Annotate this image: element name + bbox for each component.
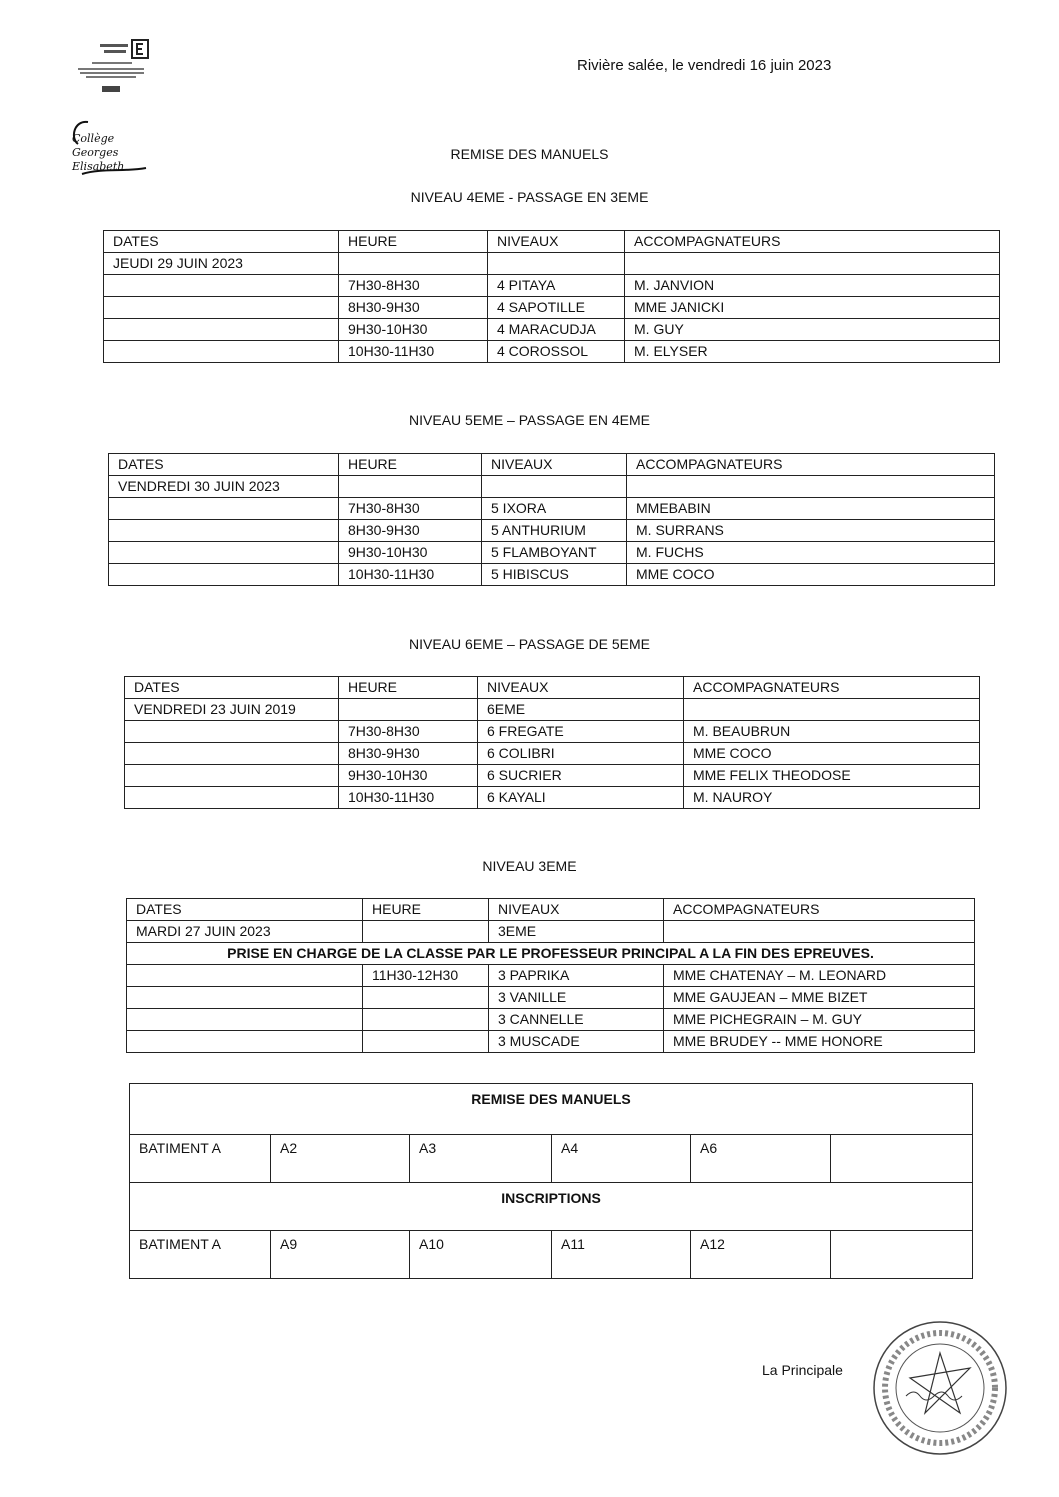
table-row (127, 1009, 975, 1031)
level-cell: NIVEAUX (478, 677, 684, 699)
date-cell (127, 965, 363, 987)
date-cell: DATES (104, 231, 339, 253)
staff-cell: M. SURRANS (627, 520, 995, 542)
header-row (127, 899, 975, 921)
time-cell: 10H30-11H30 (339, 564, 482, 586)
staff-cell: MME CHATENAY – M. LEONARD (664, 965, 975, 987)
table-4eme (103, 230, 1000, 363)
room-cell: A10 (410, 1231, 552, 1279)
level-cell: NIVEAUX (482, 454, 627, 476)
time-cell: 9H30-10H30 (339, 765, 478, 787)
date-cell (127, 987, 363, 1009)
date-cell (127, 1031, 363, 1053)
date-cell (104, 297, 339, 319)
date-row (125, 699, 980, 721)
table-row (125, 721, 980, 743)
room-cell: A2 (271, 1135, 410, 1183)
table-row (127, 987, 975, 1009)
date-cell (104, 275, 339, 297)
staff-cell: ACCOMPAGNATEURS (627, 454, 995, 476)
staff-cell (684, 699, 980, 721)
staff-cell: M. BEAUBRUN (684, 721, 980, 743)
note-row (127, 943, 975, 965)
room-cell (831, 1231, 973, 1279)
level-cell: 3 PAPRIKA (489, 965, 664, 987)
table-row (125, 787, 980, 809)
level-cell: 4 COROSSOL (488, 341, 625, 363)
table-6eme (124, 676, 980, 809)
table-row (125, 743, 980, 765)
table-row (104, 319, 1000, 341)
staff-cell: MME PICHEGRAIN – M. GUY (664, 1009, 975, 1031)
academie-logo (72, 38, 162, 100)
time-cell: HEURE (339, 454, 482, 476)
table-row (104, 297, 1000, 319)
level-cell: 4 SAPOTILLE (488, 297, 625, 319)
building-cell: BATIMENT A (130, 1231, 271, 1279)
staff-cell: MME GAUJEAN – MME BIZET (664, 987, 975, 1009)
staff-cell: M. NAUROY (684, 787, 980, 809)
time-cell: 8H30-9H30 (339, 297, 488, 319)
level-cell (488, 253, 625, 275)
header-row (104, 231, 1000, 253)
section-title-5eme: NIVEAU 5EME – PASSAGE EN 4EME (409, 412, 650, 428)
level-cell: 5 FLAMBOYANT (482, 542, 627, 564)
time-cell: HEURE (363, 899, 489, 921)
time-cell: 11H30-12H30 (363, 965, 489, 987)
table-row (109, 542, 995, 564)
staff-cell: ACCOMPAGNATEURS (664, 899, 975, 921)
level-cell: 6 KAYALI (478, 787, 684, 809)
note-text: PRISE EN CHARGE DE LA CLASSE PAR LE PROFESSEUR PRINCIPAL A LA FIN DES EPREUVES. (127, 943, 975, 965)
time-cell: HEURE (339, 231, 488, 253)
level-cell (482, 476, 627, 498)
staff-cell: MMEBABIN (627, 498, 995, 520)
inscriptions-row (130, 1231, 973, 1279)
date-row (127, 921, 975, 943)
remise-row (130, 1135, 973, 1183)
time-cell: 10H30-11H30 (339, 341, 488, 363)
staff-cell (625, 253, 1000, 275)
signature-label: La Principale (762, 1362, 843, 1378)
staff-cell: MME FELIX THEODOSE (684, 765, 980, 787)
level-cell: 6 SUCRIER (478, 765, 684, 787)
room-cell: A11 (552, 1231, 691, 1279)
table-row (109, 564, 995, 586)
time-cell: HEURE (339, 677, 478, 699)
building-cell: BATIMENT A (130, 1135, 271, 1183)
staff-cell: MME BRUDEY -- MME HONORE (664, 1031, 975, 1053)
staff-cell: ACCOMPAGNATEURS (684, 677, 980, 699)
staff-cell: MME JANICKI (625, 297, 1000, 319)
date-cell: DATES (109, 454, 339, 476)
table-row (104, 341, 1000, 363)
room-cell (831, 1135, 973, 1183)
table-row (127, 1031, 975, 1053)
table-row (125, 765, 980, 787)
table-3eme (126, 898, 975, 1053)
time-cell: 7H30-8H30 (339, 498, 482, 520)
room-cell: A9 (271, 1231, 410, 1279)
table-row (109, 498, 995, 520)
header-row (125, 677, 980, 699)
date-cell (125, 743, 339, 765)
time-cell (363, 987, 489, 1009)
table-row (104, 275, 1000, 297)
staff-cell: M. GUY (625, 319, 1000, 341)
rooms-table (129, 1083, 973, 1279)
time-cell (363, 921, 489, 943)
room-cell: A3 (410, 1135, 552, 1183)
staff-cell: ACCOMPAGNATEURS (625, 231, 1000, 253)
date-cell (125, 787, 339, 809)
staff-cell: M. ELYSER (625, 341, 1000, 363)
level-cell: 6 COLIBRI (478, 743, 684, 765)
time-cell (339, 699, 478, 721)
level-cell: 6 FREGATE (478, 721, 684, 743)
staff-cell (664, 921, 975, 943)
level-cell: 6EME (478, 699, 684, 721)
time-cell: 10H30-11H30 (339, 787, 478, 809)
time-cell: 8H30-9H30 (339, 743, 478, 765)
school-stamp (870, 1318, 1010, 1458)
date-cell (109, 498, 339, 520)
staff-cell: MME COCO (684, 743, 980, 765)
date-cell (109, 542, 339, 564)
date-cell (127, 1009, 363, 1031)
staff-cell: MME COCO (627, 564, 995, 586)
date-cell: JEUDI 29 JUIN 2023 (104, 253, 339, 275)
date-cell: VENDREDI 30 JUIN 2023 (109, 476, 339, 498)
main-title: REMISE DES MANUELS (450, 146, 609, 162)
time-cell: 8H30-9H30 (339, 520, 482, 542)
level-cell: 3 VANILLE (489, 987, 664, 1009)
room-cell: A6 (691, 1135, 831, 1183)
date-row (109, 476, 995, 498)
level-cell: 3 CANNELLE (489, 1009, 664, 1031)
staff-cell: M. JANVION (625, 275, 1000, 297)
remise-title: REMISE DES MANUELS (130, 1084, 973, 1135)
date-cell (104, 319, 339, 341)
date-cell (109, 564, 339, 586)
time-cell: 9H30-10H30 (339, 542, 482, 564)
date-cell (104, 341, 339, 363)
level-cell: NIVEAUX (489, 899, 664, 921)
time-cell (363, 1009, 489, 1031)
date-cell: DATES (125, 677, 339, 699)
staff-cell: M. FUCHS (627, 542, 995, 564)
section-title-3eme: NIVEAU 3EME (482, 858, 577, 874)
date-cell (125, 765, 339, 787)
date-cell (125, 721, 339, 743)
school-logo-text: Collège Georges Elisabeth (72, 132, 125, 173)
staff-cell (627, 476, 995, 498)
section-title-6eme: NIVEAU 6EME – PASSAGE DE 5EME (409, 636, 650, 652)
date-cell: VENDREDI 23 JUIN 2019 (125, 699, 339, 721)
table-row (127, 965, 975, 987)
level-cell: 5 ANTHURIUM (482, 520, 627, 542)
time-cell: 9H30-10H30 (339, 319, 488, 341)
level-cell: 3EME (489, 921, 664, 943)
level-cell: NIVEAUX (488, 231, 625, 253)
time-cell (363, 1031, 489, 1053)
level-cell: 4 MARACUDJA (488, 319, 625, 341)
time-cell: 7H30-8H30 (339, 275, 488, 297)
level-cell: 4 PITAYA (488, 275, 625, 297)
date-row (104, 253, 1000, 275)
table-row (109, 520, 995, 542)
level-cell: 5 HIBISCUS (482, 564, 627, 586)
level-cell: 3 MUSCADE (489, 1031, 664, 1053)
inscriptions-title: INSCRIPTIONS (130, 1183, 973, 1231)
date-cell (109, 520, 339, 542)
room-cell: A4 (552, 1135, 691, 1183)
date-line: Rivière salée, le vendredi 16 juin 2023 (577, 57, 832, 74)
date-cell: MARDI 27 JUIN 2023 (127, 921, 363, 943)
time-cell (339, 253, 488, 275)
room-cell: A12 (691, 1231, 831, 1279)
time-cell: 7H30-8H30 (339, 721, 478, 743)
section-title-4eme: NIVEAU 4EME - PASSAGE EN 3EME (410, 189, 649, 205)
date-cell: DATES (127, 899, 363, 921)
header-row (109, 454, 995, 476)
table-5eme (108, 453, 995, 586)
level-cell: 5 IXORA (482, 498, 627, 520)
time-cell (339, 476, 482, 498)
